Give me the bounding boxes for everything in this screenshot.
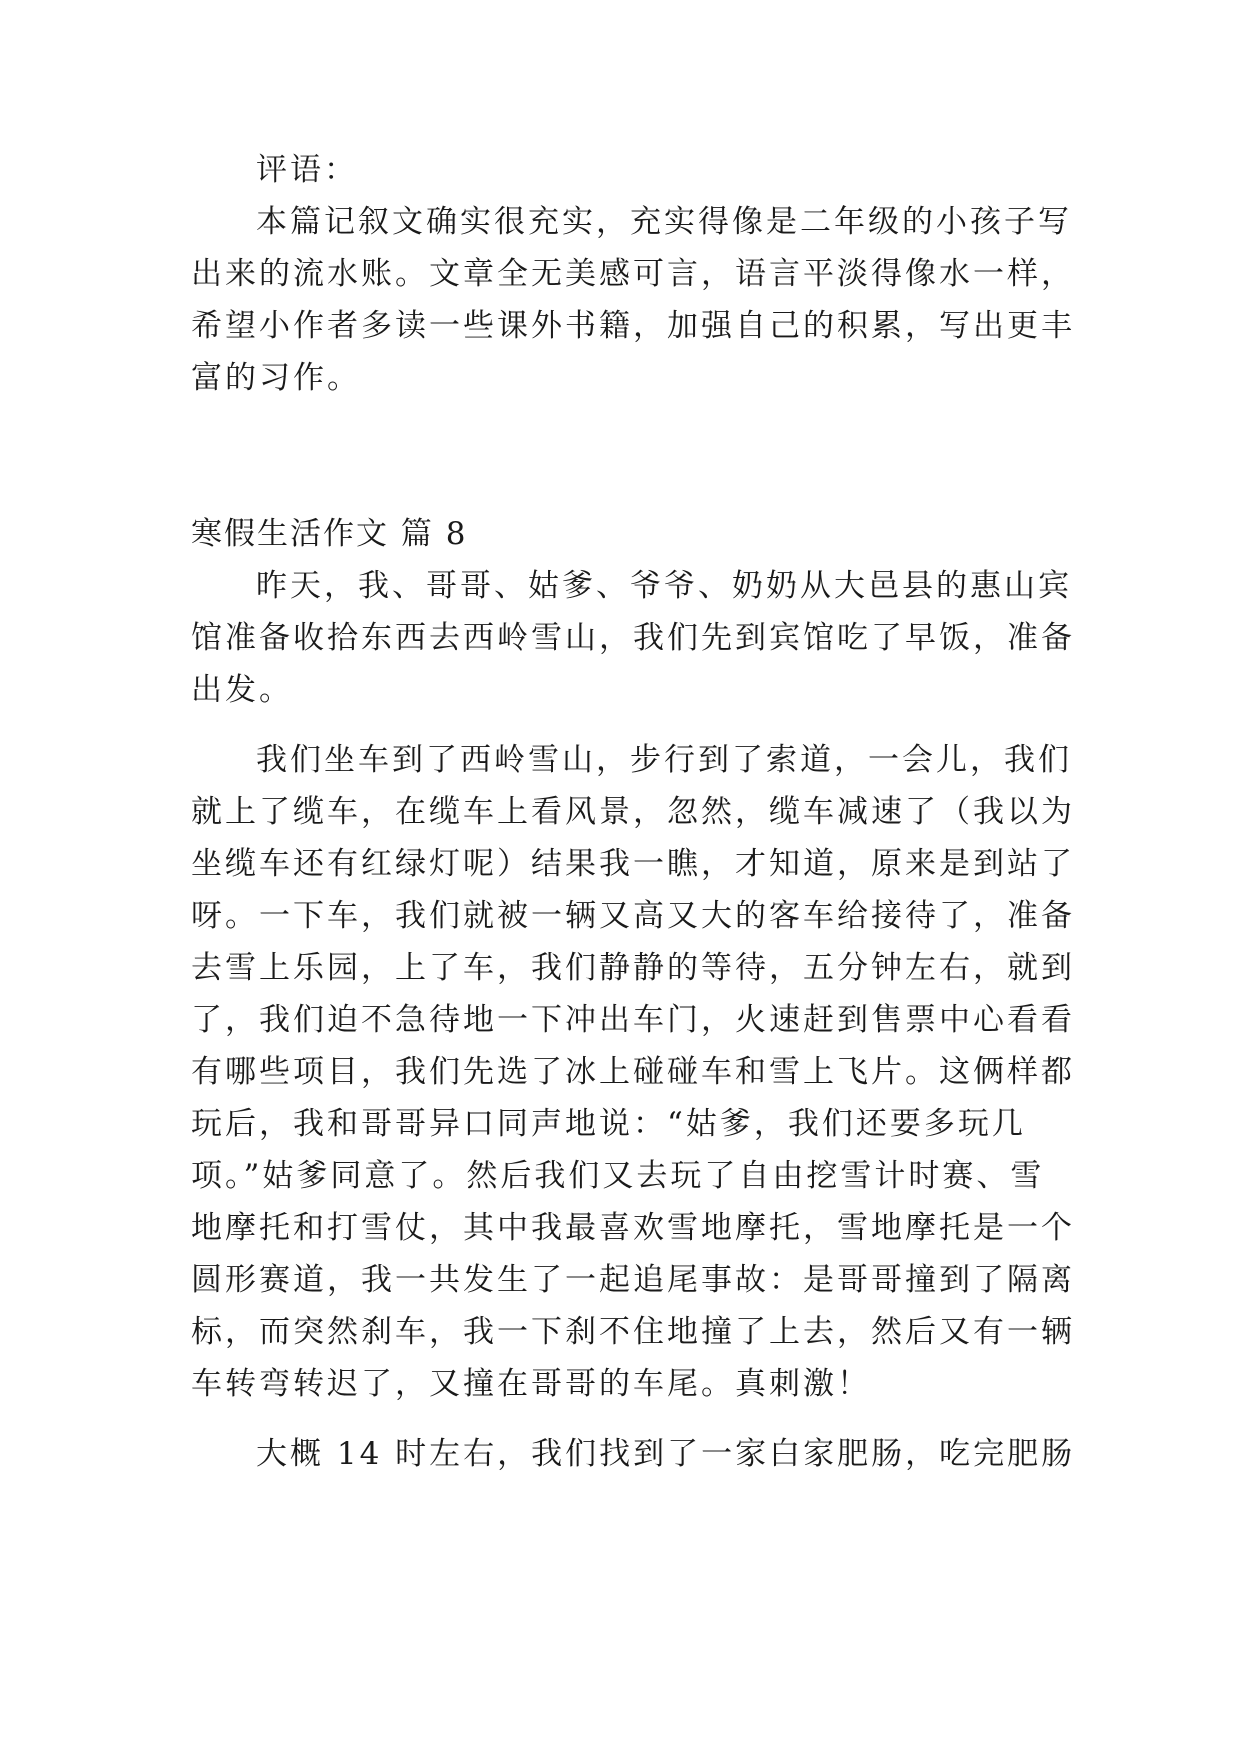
paragraph-line: 车转弯转迟了，又撞在哥哥的车尾。真刺激！ [191, 1366, 871, 1402]
comment-heading: 评语： [256, 152, 358, 188]
comment-line: 出来的流水账。文章全无美感可言，语言平淡得像水一样， [191, 256, 1075, 292]
paragraph-line: 我们坐车到了西岭雪山，步行到了索道，一会儿，我们 [256, 742, 1072, 778]
paragraph-line: 玩后，我和哥哥异口同声地说：“姑爹，我们还要多玩几 [191, 1106, 1026, 1142]
comment-line: 富的习作。 [191, 360, 361, 396]
paragraph-line: 有哪些项目，我们先选了冰上碰碰车和雪上飞片。这俩样都 [191, 1054, 1075, 1090]
paragraph-line: 项。”姑爹同意了。然后我们又去玩了自由挖雪计时赛、雪 [191, 1158, 1045, 1194]
paragraph-line: 出发。 [191, 672, 293, 708]
comment-line: 本篇记叙文确实很充实，充实得像是二年级的小孩子写 [256, 204, 1072, 240]
paragraph-line: 地摩托和打雪仗，其中我最喜欢雪地摩托，雪地摩托是一个 [191, 1210, 1075, 1246]
paragraph-line: 呀。一下车，我们就被一辆又高又大的客车给接待了，准备 [191, 898, 1075, 934]
paragraph-line: 馆准备收拾东西去西岭雪山，我们先到宾馆吃了早饭，准备 [191, 620, 1075, 656]
paragraph-line: 圆形赛道，我一共发生了一起追尾事故：是哥哥撞到了隔离 [191, 1262, 1075, 1298]
essay-title: 寒假生活作文 篇 8 [191, 516, 468, 552]
paragraph-line: 昨天，我、哥哥、姑爹、爷爷、奶奶从大邑县的惠山宾 [256, 568, 1072, 604]
paragraph-line: 去雪上乐园，上了车，我们静静的等待，五分钟左右，就到 [191, 950, 1075, 986]
paragraph-line: 了，我们迫不急待地一下冲出车门，火速赶到售票中心看看 [191, 1002, 1075, 1038]
comment-line: 希望小作者多读一些课外书籍，加强自己的积累，写出更丰 [191, 308, 1075, 344]
paragraph-line: 标，而突然刹车，我一下刹不住地撞了上去，然后又有一辆 [191, 1314, 1075, 1350]
paragraph-line: 坐缆车还有红绿灯呢）结果我一瞧，才知道，原来是到站了 [191, 846, 1075, 882]
paragraph-line: 大概 14 时左右，我们找到了一家白家肥肠，吃完肥肠 [256, 1436, 1076, 1472]
paragraph-line: 就上了缆车，在缆车上看风景，忽然，缆车减速了（我以为 [191, 794, 1075, 830]
